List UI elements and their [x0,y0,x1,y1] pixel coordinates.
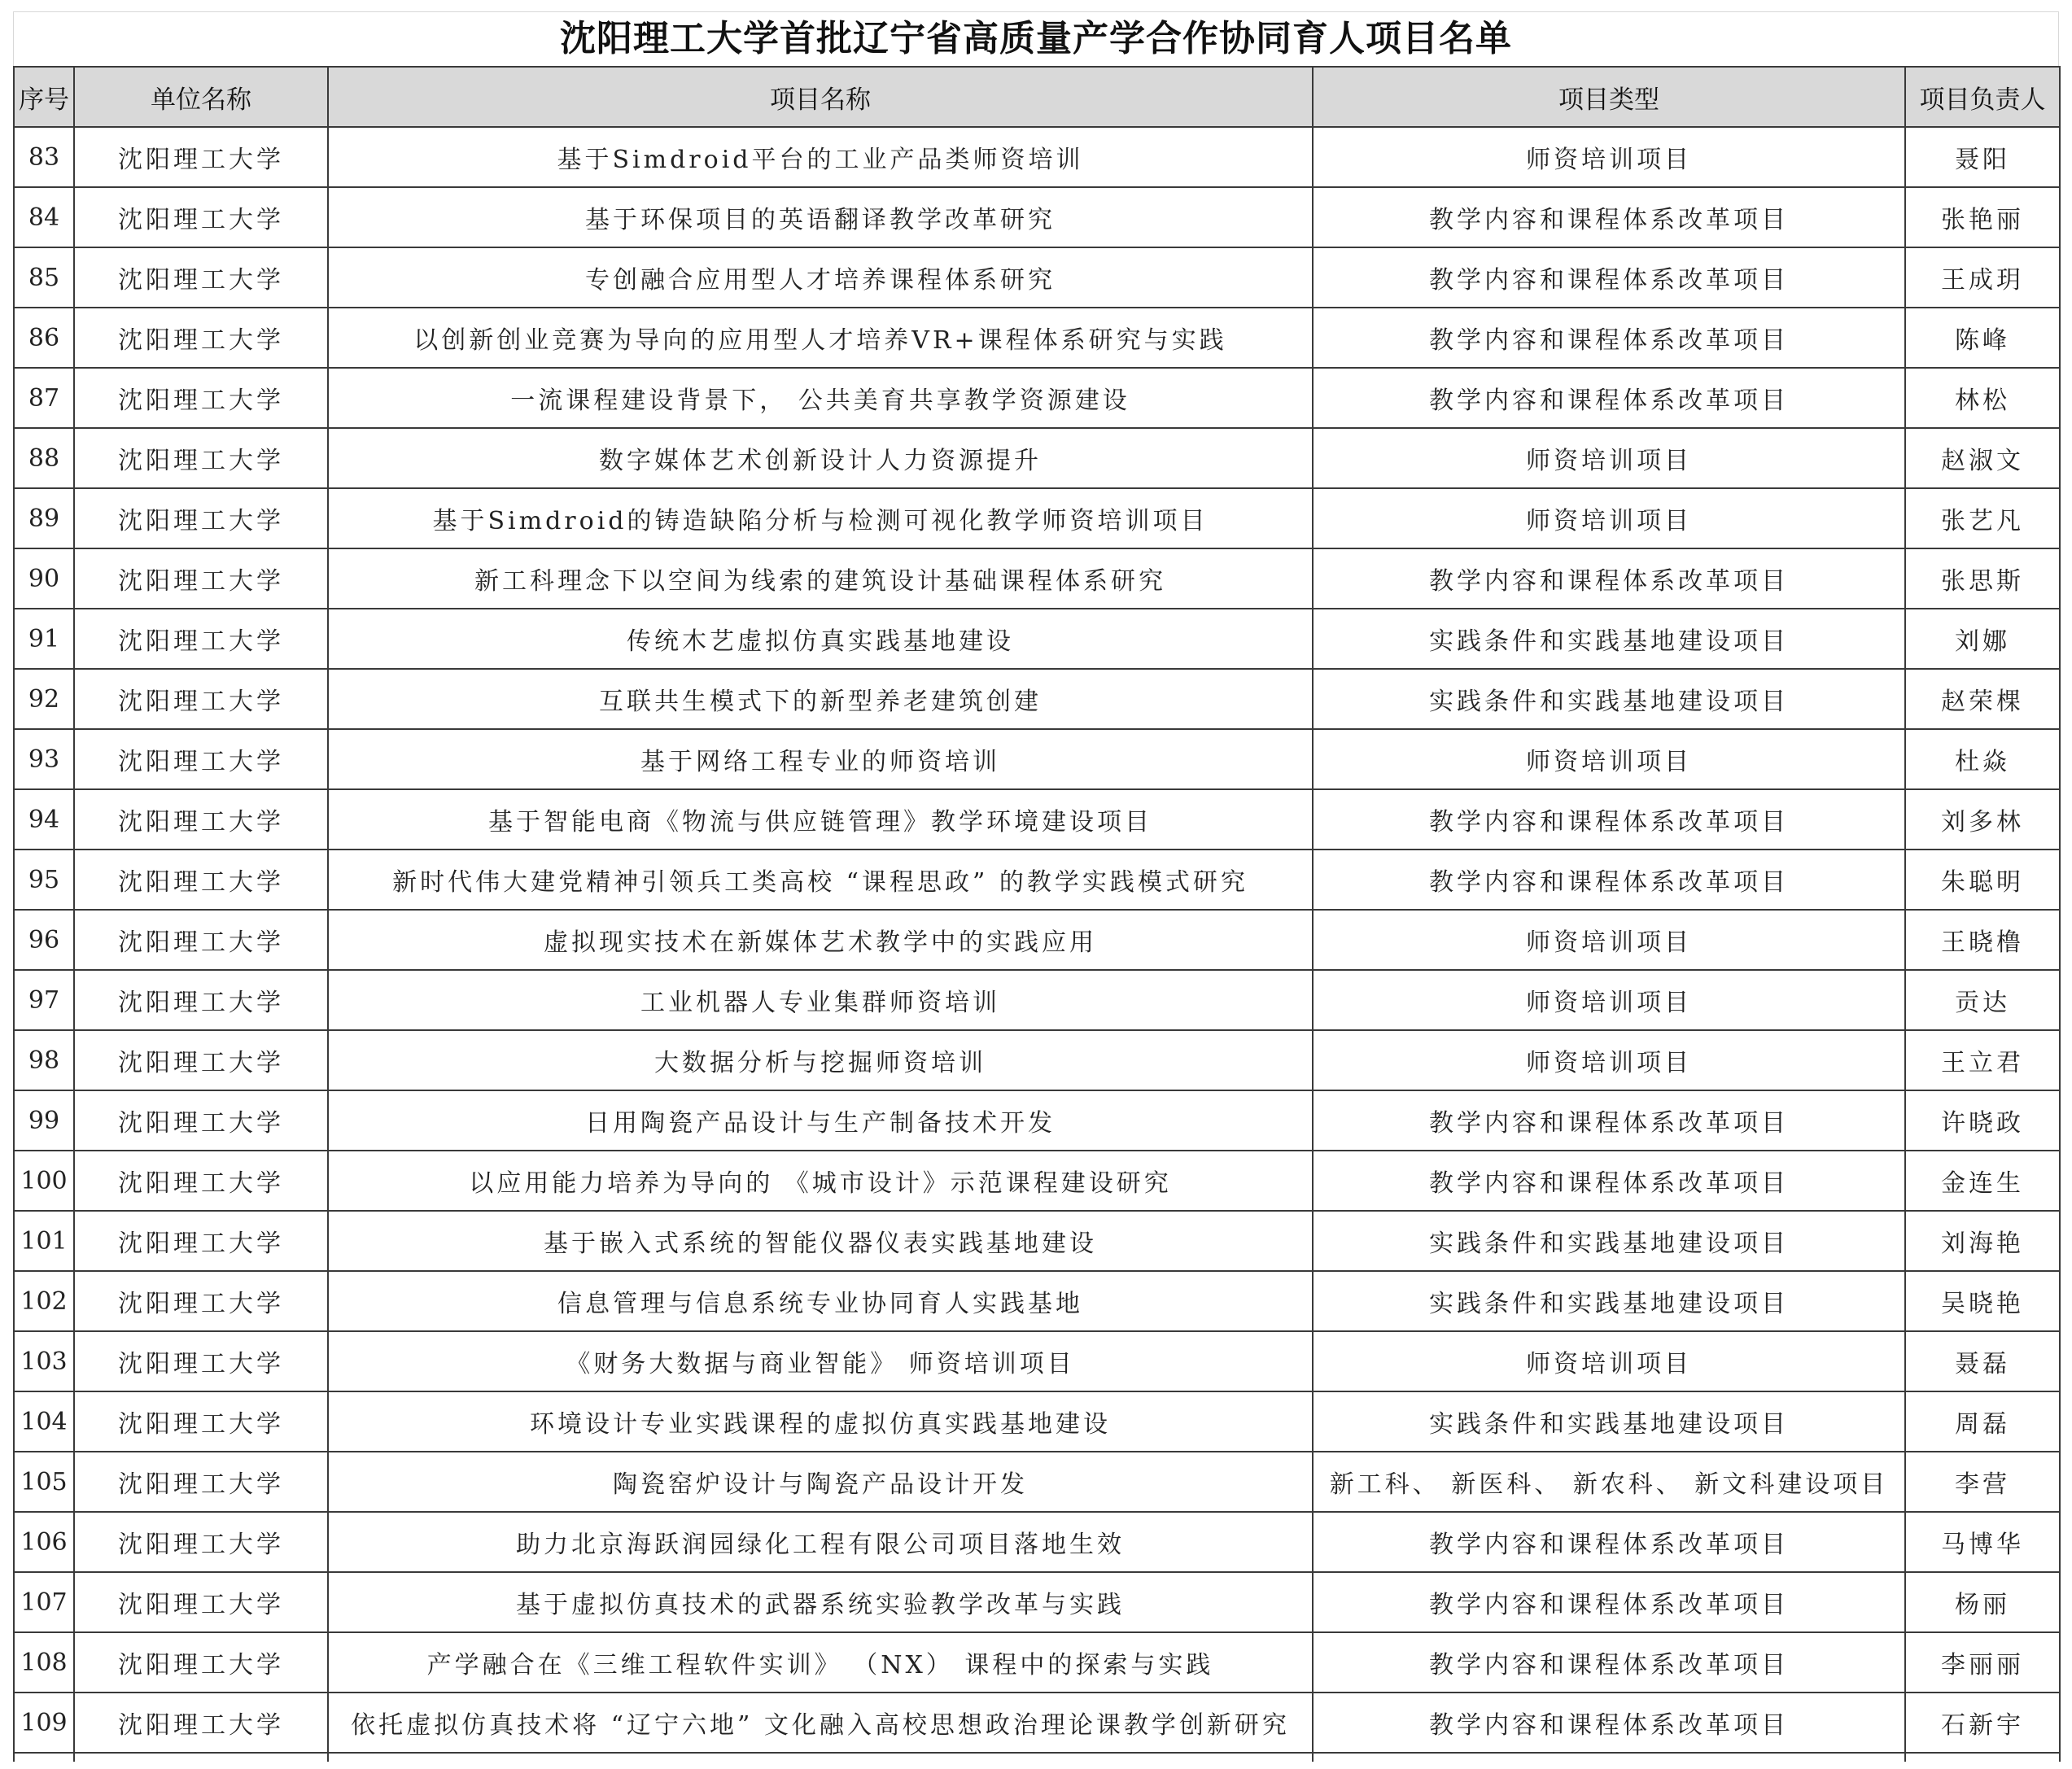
cell-unit: 沈阳理工大学 [74,1512,328,1572]
header-name: 项目名称 [328,67,1313,127]
table-row [14,850,2060,910]
table-row [14,127,2060,187]
cell-no: 99 [14,1090,74,1151]
cell-no: 91 [14,609,74,669]
cell-project-name: 数字媒体艺术创新设计人力资源提升 [328,428,1313,488]
cell-empty [14,1753,74,1762]
table-row [14,609,2060,669]
table-row [14,1211,2060,1271]
table-row [14,789,2060,850]
cell-project-type: 新工科、 新医科、 新农科、 新文科建设项目 [1313,1452,1905,1512]
cell-project-type: 教学内容和课程体系改革项目 [1313,368,1905,428]
cell-no: 106 [14,1512,74,1572]
cell-no: 100 [14,1151,74,1211]
table-row [14,1090,2060,1151]
cell-project-type: 教学内容和课程体系改革项目 [1313,308,1905,368]
cell-project-name: 互联共生模式下的新型养老建筑创建 [328,669,1313,729]
cell-project-type: 师资培训项目 [1313,910,1905,970]
cell-project-type: 实践条件和实践基地建设项目 [1313,1211,1905,1271]
cell-no: 86 [14,308,74,368]
header-type: 项目类型 [1313,67,1905,127]
cell-project-type: 师资培训项目 [1313,1030,1905,1090]
cell-no: 109 [14,1693,74,1753]
cell-leader: 王晓橹 [1905,910,2060,970]
cell-project-type: 教学内容和课程体系改革项目 [1313,247,1905,308]
cell-leader: 赵荣棵 [1905,669,2060,729]
cell-project-name: 专创融合应用型人才培养课程体系研究 [328,247,1313,308]
cell-no: 104 [14,1391,74,1452]
cell-leader: 陈峰 [1905,308,2060,368]
table-row [14,428,2060,488]
cell-project-name: 大数据分析与挖掘师资培训 [328,1030,1313,1090]
cell-leader: 聂磊 [1905,1331,2060,1391]
cell-no: 98 [14,1030,74,1090]
cell-leader: 刘娜 [1905,609,2060,669]
cell-no: 101 [14,1211,74,1271]
project-list-sheet [13,11,2059,1769]
cell-project-name: 新工科理念下以空间为线索的建筑设计基础课程体系研究 [328,548,1313,609]
cell-project-type: 师资培训项目 [1313,1331,1905,1391]
table-row [14,1512,2060,1572]
table-row [14,1572,2060,1632]
cell-leader: 林松 [1905,368,2060,428]
table-row [14,548,2060,609]
cell-leader: 吴晓艳 [1905,1271,2060,1331]
cell-project-name: 依托虚拟仿真技术将 “辽宁六地” 文化融入高校思想政治理论课教学创新研究 [328,1693,1313,1753]
cell-leader: 张艺凡 [1905,488,2060,548]
header-lead: 项目负责人 [1905,67,2060,127]
cell-project-name: 基于网络工程专业的师资培训 [328,729,1313,789]
cell-project-name: 一流课程建设背景下， 公共美育共享教学资源建设 [328,368,1313,428]
cell-unit: 沈阳理工大学 [74,910,328,970]
cell-project-type: 教学内容和课程体系改革项目 [1313,1090,1905,1151]
cell-unit: 沈阳理工大学 [74,789,328,850]
cell-no: 85 [14,247,74,308]
cell-project-type: 教学内容和课程体系改革项目 [1313,1572,1905,1632]
cell-project-type: 教学内容和课程体系改革项目 [1313,1151,1905,1211]
cell-leader: 王成玥 [1905,247,2060,308]
cell-leader: 杨丽 [1905,1572,2060,1632]
cell-project-type: 教学内容和课程体系改革项目 [1313,1693,1905,1753]
cell-empty [328,1753,1313,1762]
cell-leader: 李丽丽 [1905,1632,2060,1693]
cell-project-name: 产学融合在《三维工程软件实训》 （NX） 课程中的探索与实践 [328,1632,1313,1693]
cell-leader: 刘多林 [1905,789,2060,850]
cell-project-name: 基于Simdroid的铸造缺陷分析与检测可视化教学师资培训项目 [328,488,1313,548]
table-row [14,970,2060,1030]
cell-unit: 沈阳理工大学 [74,1030,328,1090]
cell-unit: 沈阳理工大学 [74,488,328,548]
table-row [14,187,2060,247]
table-header-row [14,67,2060,127]
cell-unit: 沈阳理工大学 [74,1151,328,1211]
cell-project-type: 实践条件和实践基地建设项目 [1313,609,1905,669]
cell-project-type: 教学内容和课程体系改革项目 [1313,789,1905,850]
cell-empty [1313,1753,1905,1762]
cell-no: 93 [14,729,74,789]
cell-leader: 聂阳 [1905,127,2060,187]
table-row [14,1151,2060,1211]
table-row [14,488,2060,548]
page-title: 沈阳理工大学首批辽宁省高质量产学合作协同育人项目名单 [13,11,2059,66]
cell-project-name: 日用陶瓷产品设计与生产制备技术开发 [328,1090,1313,1151]
cell-no: 87 [14,368,74,428]
cell-no: 97 [14,970,74,1030]
cell-project-name: 虚拟现实技术在新媒体艺术教学中的实践应用 [328,910,1313,970]
cell-empty [1905,1753,2060,1762]
cell-project-name: 助力北京海跃润园绿化工程有限公司项目落地生效 [328,1512,1313,1572]
cell-no: 103 [14,1331,74,1391]
cell-leader: 王立君 [1905,1030,2060,1090]
cell-unit: 沈阳理工大学 [74,1090,328,1151]
cell-project-name: 工业机器人专业集群师资培训 [328,970,1313,1030]
cell-empty [74,1753,328,1762]
cell-no: 105 [14,1452,74,1512]
project-table [13,66,2061,1762]
cell-unit: 沈阳理工大学 [74,1452,328,1512]
table-row [14,910,2060,970]
cell-unit: 沈阳理工大学 [74,1391,328,1452]
cell-project-type: 师资培训项目 [1313,488,1905,548]
cell-project-name: 环境设计专业实践课程的虚拟仿真实践基地建设 [328,1391,1313,1452]
cell-unit: 沈阳理工大学 [74,729,328,789]
cell-no: 84 [14,187,74,247]
cell-project-type: 师资培训项目 [1313,729,1905,789]
table-row [14,1693,2060,1753]
cell-project-type: 实践条件和实践基地建设项目 [1313,1391,1905,1452]
cell-leader: 刘海艳 [1905,1211,2060,1271]
cell-no: 94 [14,789,74,850]
cell-no: 95 [14,850,74,910]
cell-project-name: 以应用能力培养为导向的 《城市设计》示范课程建设研究 [328,1151,1313,1211]
cell-project-name: 基于环保项目的英语翻译教学改革研究 [328,187,1313,247]
cell-unit: 沈阳理工大学 [74,368,328,428]
table-row [14,669,2060,729]
cell-leader: 石新宇 [1905,1693,2060,1753]
cell-unit: 沈阳理工大学 [74,669,328,729]
cell-no: 107 [14,1572,74,1632]
cell-project-name: 基于Simdroid平台的工业产品类师资培训 [328,127,1313,187]
cell-project-type: 教学内容和课程体系改革项目 [1313,1632,1905,1693]
cell-project-type: 师资培训项目 [1313,127,1905,187]
cell-project-type: 师资培训项目 [1313,970,1905,1030]
cell-unit: 沈阳理工大学 [74,970,328,1030]
table-row [14,1452,2060,1512]
cell-unit: 沈阳理工大学 [74,247,328,308]
cell-project-type: 实践条件和实践基地建设项目 [1313,1271,1905,1331]
cell-leader: 朱聪明 [1905,850,2060,910]
cell-unit: 沈阳理工大学 [74,428,328,488]
cell-unit: 沈阳理工大学 [74,548,328,609]
cell-leader: 贡达 [1905,970,2060,1030]
cell-project-name: 新时代伟大建党精神引领兵工类高校 “课程思政” 的教学实践模式研究 [328,850,1313,910]
cell-unit: 沈阳理工大学 [74,1271,328,1331]
cell-unit: 沈阳理工大学 [74,127,328,187]
cell-no: 92 [14,669,74,729]
cell-no: 83 [14,127,74,187]
cell-unit: 沈阳理工大学 [74,1211,328,1271]
cell-project-name: 基于嵌入式系统的智能仪器仪表实践基地建设 [328,1211,1313,1271]
cell-no: 88 [14,428,74,488]
cell-unit: 沈阳理工大学 [74,187,328,247]
cell-leader: 杜焱 [1905,729,2060,789]
cell-unit: 沈阳理工大学 [74,308,328,368]
cell-unit: 沈阳理工大学 [74,850,328,910]
table-row [14,308,2060,368]
table-row [14,1331,2060,1391]
cell-no: 102 [14,1271,74,1331]
cell-no: 90 [14,548,74,609]
cell-no: 96 [14,910,74,970]
cell-unit: 沈阳理工大学 [74,609,328,669]
table-row [14,1030,2060,1090]
cell-unit: 沈阳理工大学 [74,1572,328,1632]
cell-project-type: 师资培训项目 [1313,428,1905,488]
table-row [14,1391,2060,1452]
cell-leader: 金连生 [1905,1151,2060,1211]
cell-project-name: 基于虚拟仿真技术的武器系统实验教学改革与实践 [328,1572,1313,1632]
cell-unit: 沈阳理工大学 [74,1632,328,1693]
table-body [14,127,2060,1762]
cell-project-name: 传统木艺虚拟仿真实践基地建设 [328,609,1313,669]
cell-project-type: 实践条件和实践基地建设项目 [1313,669,1905,729]
table-row-partial [14,1753,2060,1762]
cell-project-type: 教学内容和课程体系改革项目 [1313,187,1905,247]
cell-project-name: 陶瓷窑炉设计与陶瓷产品设计开发 [328,1452,1313,1512]
cell-leader: 许晓政 [1905,1090,2060,1151]
table-row [14,1632,2060,1693]
table-row [14,1271,2060,1331]
table-row [14,729,2060,789]
cell-project-type: 教学内容和课程体系改革项目 [1313,1512,1905,1572]
cell-unit: 沈阳理工大学 [74,1331,328,1391]
cell-project-name: 基于智能电商《物流与供应链管理》教学环境建设项目 [328,789,1313,850]
cell-project-name: 《财务大数据与商业智能》 师资培训项目 [328,1331,1313,1391]
cell-project-type: 教学内容和课程体系改革项目 [1313,850,1905,910]
cell-project-name: 信息管理与信息系统专业协同育人实践基地 [328,1271,1313,1331]
cell-leader: 张艳丽 [1905,187,2060,247]
cell-project-type: 教学内容和课程体系改革项目 [1313,548,1905,609]
cell-leader: 赵淑文 [1905,428,2060,488]
header-no: 序号 [14,67,74,127]
header-unit: 单位名称 [74,67,328,127]
cell-unit: 沈阳理工大学 [74,1693,328,1753]
cell-leader: 马博华 [1905,1512,2060,1572]
cell-no: 89 [14,488,74,548]
cell-no: 108 [14,1632,74,1693]
table-row [14,368,2060,428]
table-row [14,247,2060,308]
cell-project-name: 以创新创业竞赛为导向的应用型人才培养VR+课程体系研究与实践 [328,308,1313,368]
cell-leader: 周磊 [1905,1391,2060,1452]
cell-leader: 张思斯 [1905,548,2060,609]
cell-leader: 李营 [1905,1452,2060,1512]
